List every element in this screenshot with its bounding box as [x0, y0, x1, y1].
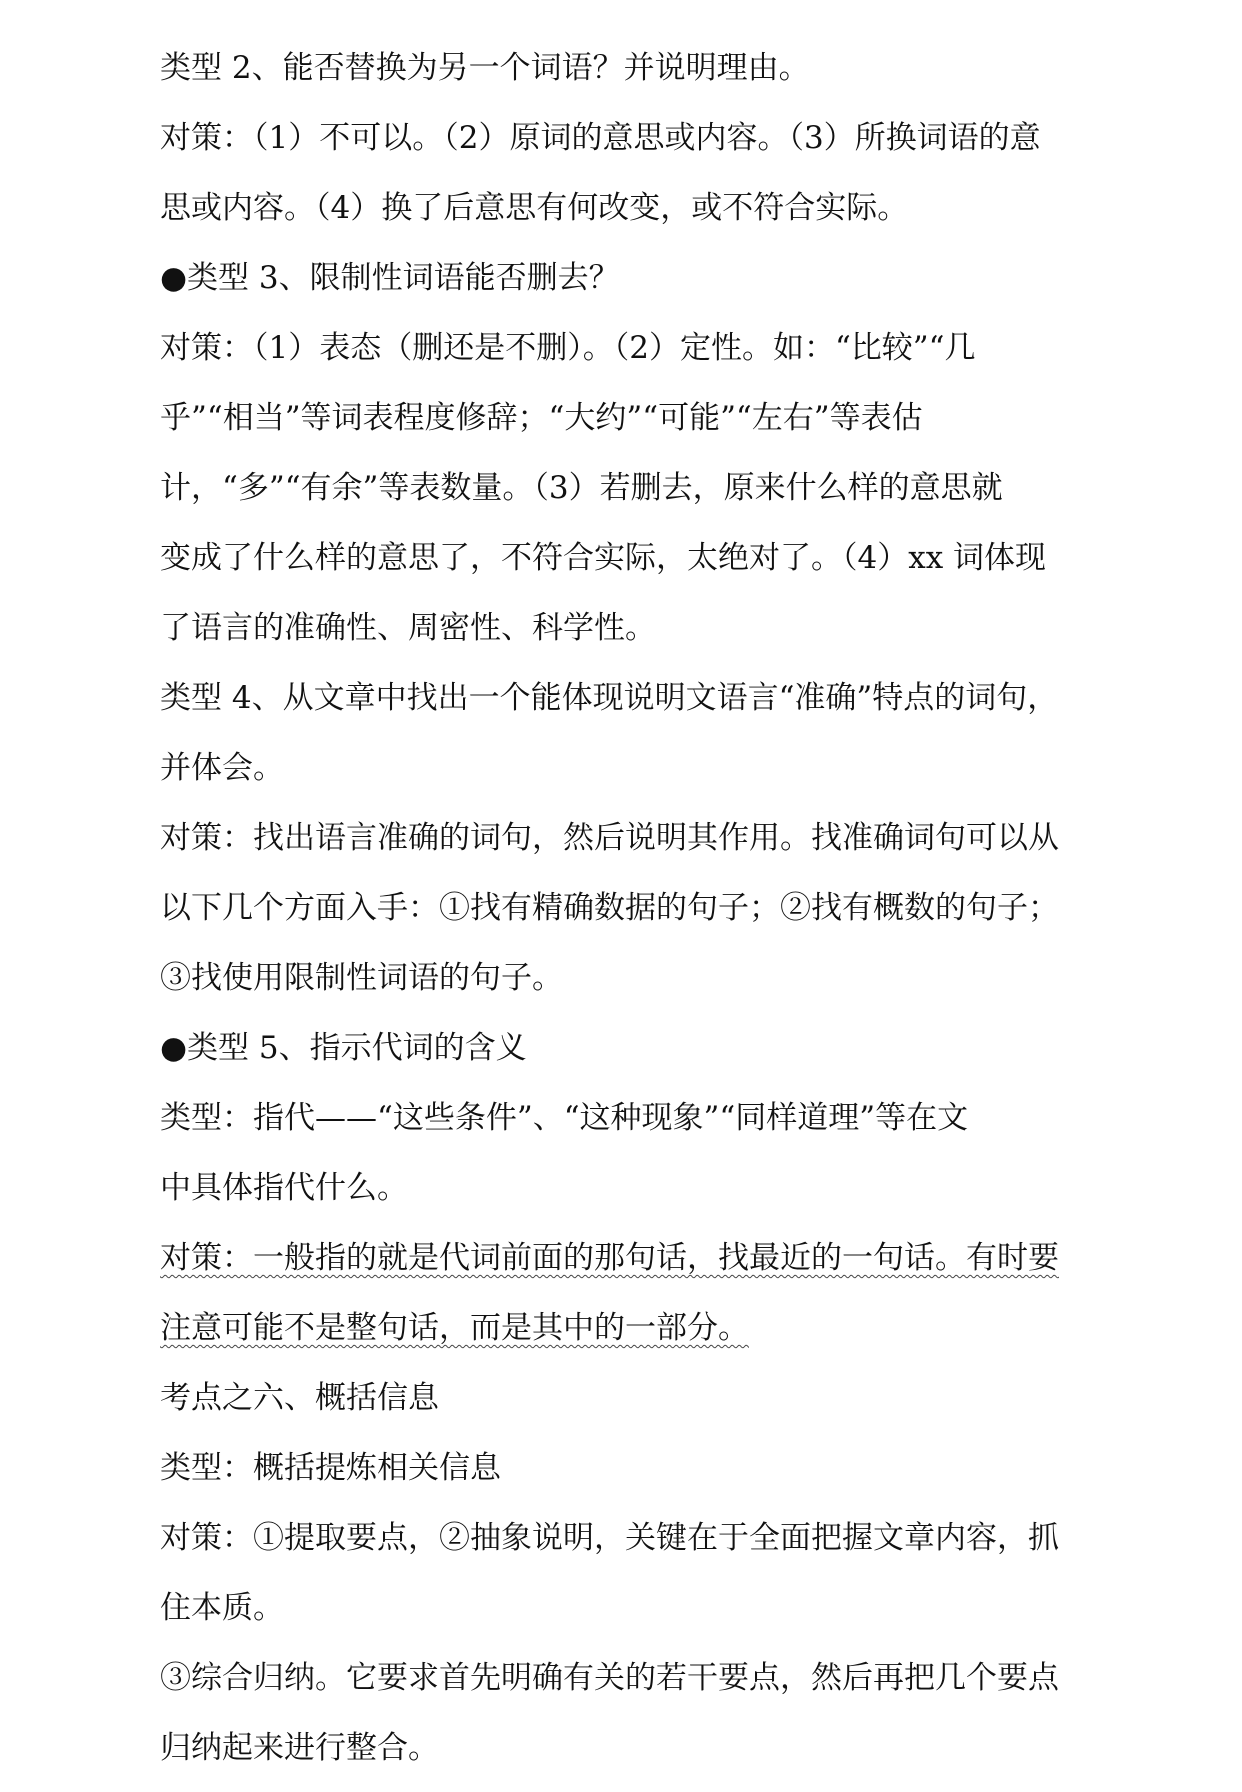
text-line: ●类型 3、限制性词语能否删去？ [160, 260, 620, 296]
text-line: 了语言的准确性、周密性、科学性。 [160, 610, 656, 646]
text-line: 对策：①提取要点，②抽象说明，关键在于全面把握文章内容，抓 [160, 1520, 1059, 1556]
text-line: 归纳起来进行整合。 [160, 1730, 439, 1766]
text-line: 对策：（1）表态（删还是不删）。（2）定性。如：“比较”“几 [160, 330, 976, 366]
text-line: 计，“多”“有余”等表数量。（3）若删去，原来什么样的意思就 [160, 470, 1003, 506]
text-line: 对策：找出语言准确的词句，然后说明其作用。找准确词句可以从 [160, 820, 1059, 856]
text-line: 对策：（1）不可以。（2）原词的意思或内容。（3）所换词语的意 [160, 120, 1041, 156]
text-line: ③综合归纳。它要求首先明确有关的若干要点，然后再把几个要点 [160, 1660, 1059, 1696]
text-line: 类型 4、从文章中找出一个能体现说明文语言“准确”特点的词句， [160, 680, 1059, 716]
text-line: 类型 2、能否替换为另一个词语？并说明理由。 [160, 50, 810, 86]
text-line-underlined: 注意可能不是整句话，而是其中的一部分。 [160, 1310, 749, 1346]
text-line: 考点之六、概括信息 [160, 1380, 439, 1416]
text-line: 思或内容。（4）换了后意思有何改变，或不符合实际。 [160, 190, 909, 226]
text-line: ●类型 5、指示代词的含义 [160, 1030, 527, 1066]
text-line: 中具体指代什么。 [160, 1170, 408, 1206]
text-line: 变成了什么样的意思了，不符合实际，太绝对了。（4）xx 词体现 [160, 540, 1047, 576]
text-line: 类型：指代——“这些条件”、“这种现象”“同样道理”等在文 [160, 1100, 969, 1136]
text-line: 住本质。 [160, 1590, 284, 1626]
text-line-underlined: 对策：一般指的就是代词前面的那句话，找最近的一句话。有时要 [160, 1240, 1059, 1276]
text-line: 类型：概括提炼相关信息 [160, 1450, 501, 1486]
text-line: 以下几个方面入手：①找有精确数据的句子；②找有概数的句子； [160, 890, 1059, 926]
text-line: 并体会。 [160, 750, 284, 786]
text-line: ③找使用限制性词语的句子。 [160, 960, 563, 996]
text-line: 乎”“相当”等词表程度修辞；“大约”“可能”“左右”等表估 [160, 400, 923, 436]
